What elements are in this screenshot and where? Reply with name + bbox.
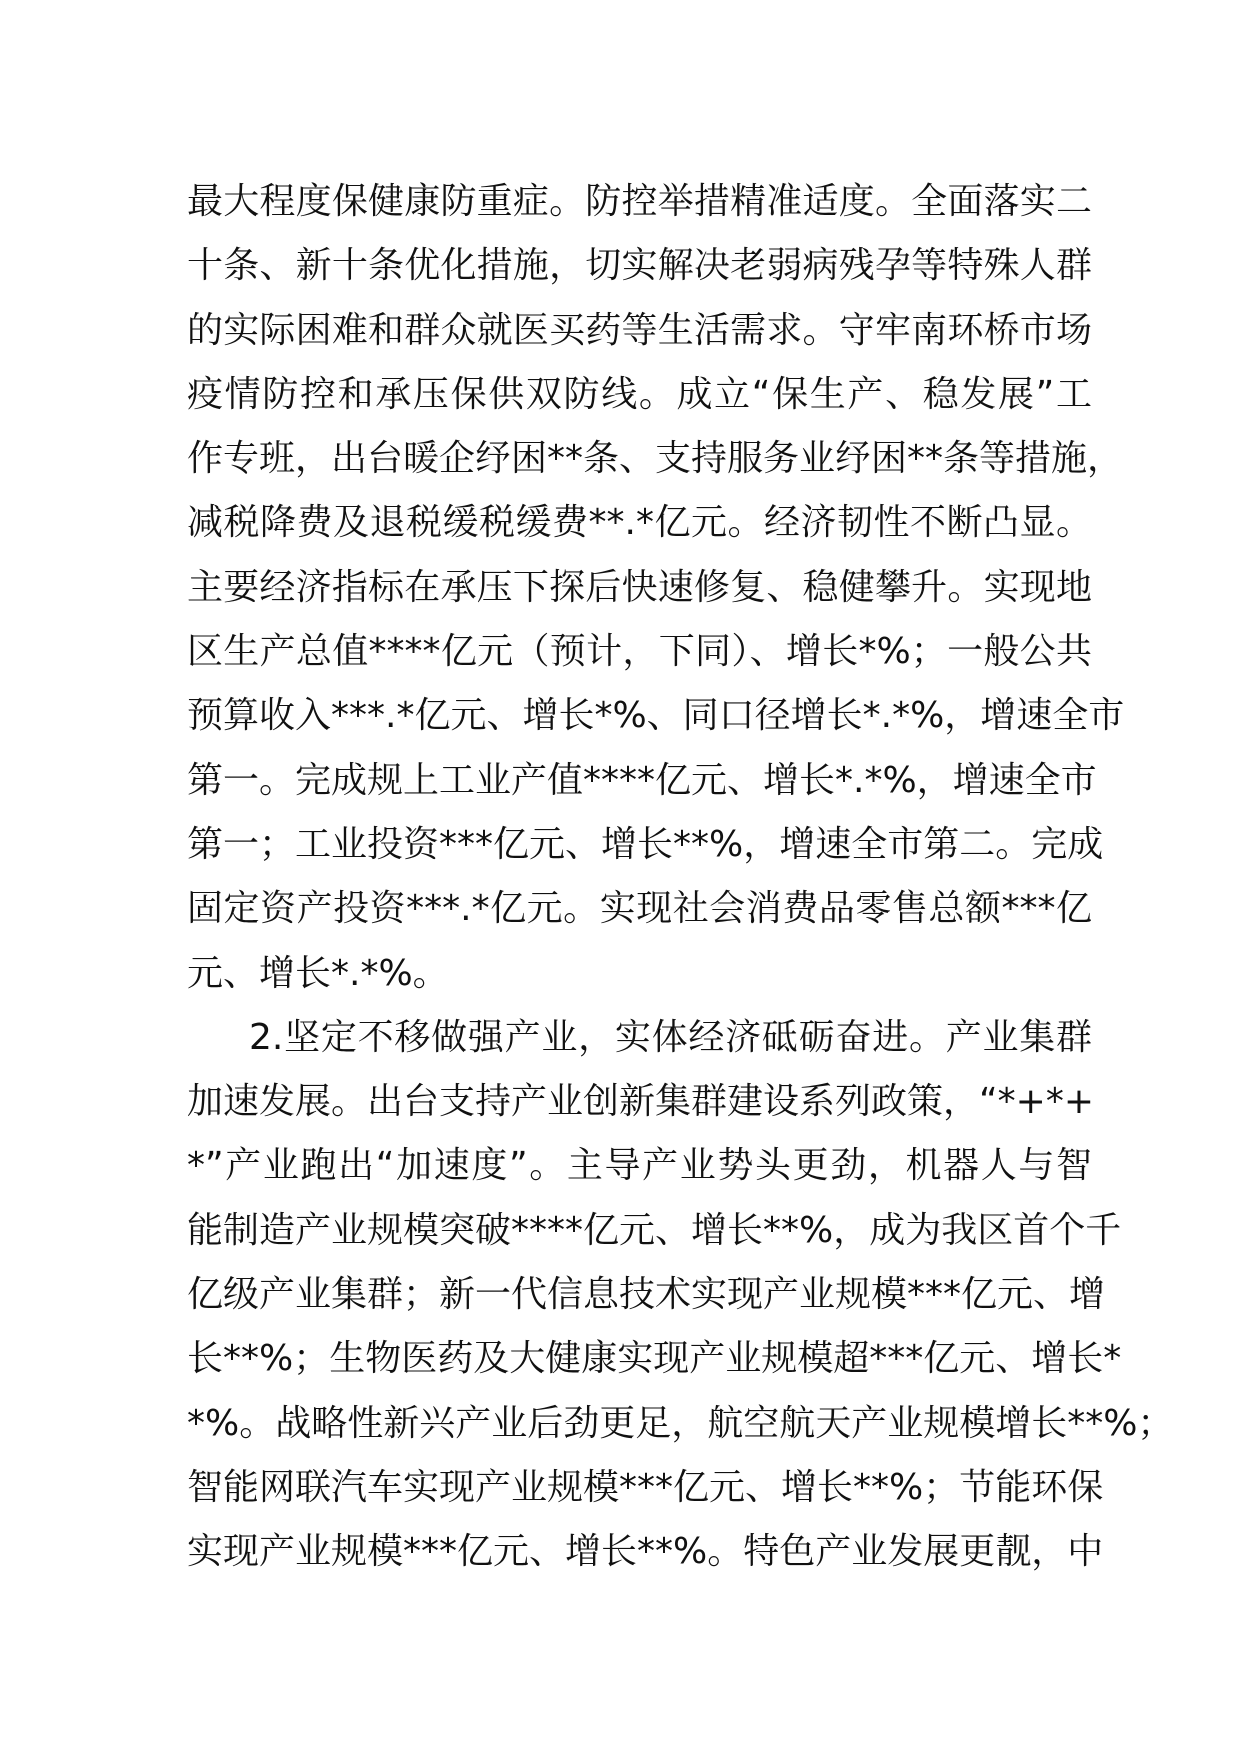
- text-line: 第一。完成规上工业产值****亿元、增长*.*%，增速全市: [187, 759, 1097, 801]
- text-line: 智能网联汽车实现产业规模***亿元、增长**%；节能环保: [187, 1466, 1104, 1508]
- text-line: 作专班，出台暖企纾困**条、支持服务业纾困**条等措施，: [187, 438, 1124, 480]
- text-line: 加速发展。出台支持产业创新集群建设系列政策，“*+*+: [187, 1081, 1094, 1123]
- text-line: 实现产业规模***亿元、增长**%。特色产业发展更靓，中: [187, 1531, 1104, 1573]
- text-line: 固定资产投资***.*亿元。实现社会消费品零售总额***亿: [187, 888, 1092, 930]
- text-line: 区生产总值****亿元（预计，下同）、增长*%；一般公共: [187, 631, 1092, 673]
- text-line: 第一；工业投资***亿元、增长**%，增速全市第二。完成: [187, 823, 1104, 865]
- text-line: 减税降费及退税缓税缓费**.*亿元。经济韧性不断凸显。: [187, 502, 1092, 544]
- text-line: 能制造产业规模突破****亿元、增长**%，成为我区首个千: [187, 1209, 1122, 1251]
- body-text: [187, 170, 1174, 1585]
- section-heading-line: 2.坚定不移做强产业，实体经济砥砺奋进。产业集群: [249, 1016, 1092, 1058]
- paragraph-end-line: 元、增长*.*%。: [187, 952, 449, 994]
- text-line: 长**%；生物医药及大健康实现产业规模超***亿元、增长*: [187, 1338, 1122, 1380]
- text-line: 主要经济指标在承压下探后快速修复、稳健攀升。实现地: [187, 566, 1092, 608]
- text-line: 的实际困难和群众就医买药等生活需求。守牢南环桥市场: [187, 309, 1092, 351]
- text-line: 十条、新十条优化措施，切实解决老弱病残孕等特殊人群: [187, 245, 1092, 287]
- text-line: *%。战略性新兴产业后劲更足，航空航天产业规模增长**%；: [187, 1402, 1174, 1444]
- text-line: 最大程度保健康防重症。防控举措精准适度。全面落实二: [187, 181, 1092, 222]
- text-line: 预算收入***.*亿元、增长*%、同口径增长*.*%，增速全市: [187, 695, 1125, 737]
- text-line: 亿级产业集群；新一代信息技术实现产业规模***亿元、增: [187, 1274, 1106, 1316]
- text-line: *”产业跑出“加速度”。主导产业势头更劲，机器人与智: [187, 1145, 1092, 1187]
- text-line: 疫情防控和承压保供双防线。成立“保生产、稳发展”工: [187, 373, 1092, 415]
